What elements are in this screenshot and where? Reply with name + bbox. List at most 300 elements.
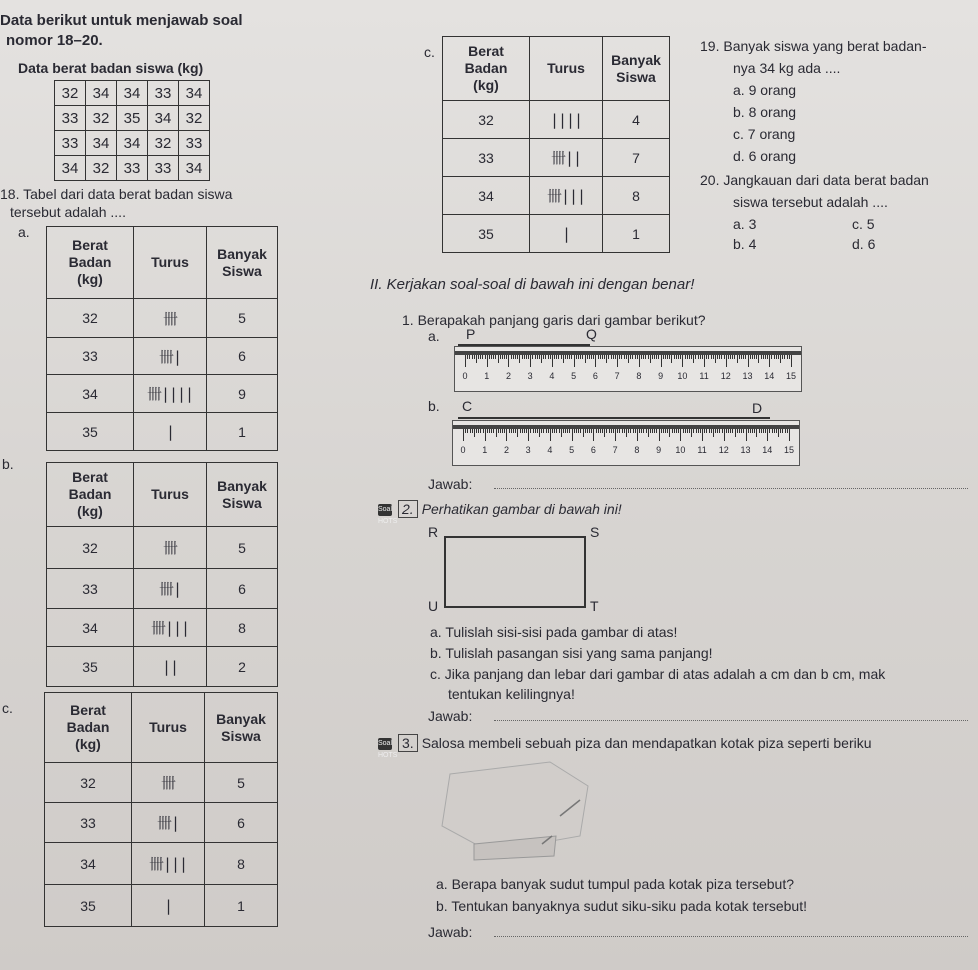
- ruler-tick: [639, 355, 640, 367]
- ruler-tick: [580, 355, 581, 359]
- grid-cell: 33: [55, 106, 86, 131]
- ruler-tick: [713, 355, 714, 359]
- ruler-tick: [706, 355, 707, 359]
- ruler-tick: [495, 355, 496, 359]
- ruler-tick: [784, 355, 785, 359]
- pizza-box-top: [442, 762, 588, 852]
- ruler-number: 11: [699, 371, 709, 381]
- ruler-tick: [563, 355, 564, 363]
- hots-badge-icon: Soal HOTS: [378, 740, 398, 759]
- ruler-tick: [615, 355, 616, 359]
- tally-mark: 卌|||: [148, 855, 188, 873]
- count-cell: 1: [207, 413, 278, 451]
- ruler-tick: [685, 355, 686, 359]
- ruler-tick: [520, 429, 521, 433]
- ruler-tick: [624, 355, 625, 359]
- ruler-tick: [771, 355, 772, 359]
- ruler-number: 6: [590, 445, 596, 455]
- ruler-tick: [778, 355, 779, 359]
- ruler-tick: [608, 355, 609, 359]
- ruler-tick: [782, 355, 783, 359]
- ruler-tick: [748, 355, 749, 367]
- ruler-tick: [654, 429, 655, 433]
- ruler-number: 15: [783, 445, 795, 455]
- header-tally: Turus: [132, 693, 205, 763]
- ruler-tick: [709, 429, 710, 433]
- essay-1-part-b: b.: [428, 398, 440, 414]
- ruler-tick: [556, 355, 557, 359]
- ruler-tick: [561, 429, 562, 437]
- essay-2-text: [398, 500, 622, 518]
- ruler-tick: [654, 355, 655, 359]
- ruler-tick: [656, 355, 657, 359]
- ruler-tick: [559, 429, 560, 433]
- ruler-tick: [583, 429, 584, 437]
- data-grid: [54, 80, 210, 181]
- header-count: Banyak Siswa: [207, 463, 278, 527]
- ruler-tick: [774, 355, 775, 359]
- ruler-tick: [528, 355, 529, 359]
- ruler-tick: [669, 429, 670, 437]
- essay-2-part-a: a. Tulislah sisi-sisi pada gambar di atas!: [430, 624, 678, 640]
- grid-cell: 32: [86, 106, 117, 131]
- ruler-tick: [519, 355, 520, 363]
- answer-line-3[interactable]: [494, 936, 968, 937]
- ruler-number: 4: [549, 371, 555, 381]
- ruler-tick: [717, 429, 718, 433]
- ruler-tick: [506, 355, 507, 359]
- ruler-tick: [672, 429, 673, 433]
- ruler-tick: [767, 355, 768, 359]
- ruler-tick: [756, 355, 757, 359]
- ruler-tick: [732, 355, 733, 359]
- ruler-tick: [611, 355, 612, 359]
- ruler-tick: [478, 355, 479, 359]
- tally-mark: |: [561, 224, 571, 243]
- ruler-tick: [693, 355, 694, 363]
- ruler-tick: [580, 429, 581, 433]
- weight-cell: 33: [443, 139, 530, 177]
- ruler-tick: [558, 355, 559, 359]
- ruler-tick: [732, 429, 733, 433]
- ruler-number: 6: [592, 371, 598, 381]
- ruler-tick: [554, 429, 555, 433]
- ruler-tick: [515, 429, 516, 433]
- ruler-tick: [752, 355, 753, 359]
- ruler-tick: [693, 429, 694, 433]
- ruler-tick: [667, 429, 668, 433]
- ruler-tick: [687, 355, 688, 359]
- ruler-tick: [504, 355, 505, 359]
- ruler-tick: [595, 355, 596, 367]
- ruler-tick: [630, 355, 631, 359]
- ruler-number: 12: [720, 371, 731, 381]
- ruler-tick: [722, 429, 723, 433]
- weight-cell: 34: [443, 177, 530, 215]
- ruler-tick: [652, 355, 653, 359]
- ruler-tick: [780, 429, 781, 433]
- ruler-tick: [683, 429, 684, 433]
- ruler-tick: [589, 355, 590, 359]
- weight-cell: 32: [443, 101, 530, 139]
- ruler-tick: [676, 429, 677, 433]
- tally-mark: 卌|: [158, 580, 182, 598]
- ruler-tick: [650, 429, 651, 433]
- header-count: Banyak Siswa: [205, 693, 278, 763]
- ruler-tick: [571, 355, 572, 359]
- ruler-tick: [652, 429, 653, 433]
- ruler-tick: [602, 429, 603, 433]
- ruler-tick: [535, 355, 536, 359]
- tally-mark: 卌|||: [150, 619, 190, 637]
- ruler-a: [454, 346, 802, 392]
- ruler-tick: [689, 429, 690, 433]
- essay-2-prompt: Perhatikan gambar di bawah ini!: [421, 501, 622, 517]
- ruler-tick: [554, 355, 555, 359]
- ruler-tick: [480, 429, 481, 433]
- option-letter-b: b.: [2, 456, 14, 472]
- ruler-tick: [526, 429, 527, 433]
- ruler-tick: [765, 429, 766, 433]
- ruler-tick: [778, 429, 779, 437]
- ruler-tick: [496, 429, 497, 437]
- ruler-tick: [593, 429, 594, 441]
- ruler-tick: [737, 355, 738, 363]
- weight-cell: 34: [45, 843, 132, 885]
- pizza-box-image: [430, 756, 600, 866]
- ruler-number: 8: [634, 445, 640, 455]
- ruler-tick: [574, 355, 575, 367]
- ruler-tick: [674, 429, 675, 433]
- q18-text: 18. Tabel dari data berat badan siswa: [0, 186, 233, 202]
- ruler-tick: [463, 429, 464, 441]
- answer-line-2[interactable]: [494, 720, 968, 721]
- grid-cell: 34: [179, 156, 210, 181]
- ruler-tick: [713, 429, 714, 437]
- tally-table-b: [46, 462, 278, 687]
- header-count: Banyak Siswa: [207, 227, 278, 299]
- grid-cell: 34: [55, 156, 86, 181]
- ruler-tick: [472, 429, 473, 433]
- q19-option-a: a. 9 orang: [733, 82, 797, 98]
- ruler-tick: [530, 355, 531, 367]
- count-cell: 9: [207, 375, 278, 413]
- count-cell: 6: [205, 803, 278, 843]
- ruler-tick: [743, 355, 744, 359]
- ruler-tick: [552, 355, 553, 367]
- ruler-tick: [541, 355, 542, 363]
- ruler-tick: [754, 429, 755, 433]
- ruler-number: 4: [547, 445, 553, 455]
- essay-3-number: 3.: [398, 734, 418, 752]
- ruler-tick: [663, 355, 664, 359]
- ruler-tick: [787, 355, 788, 359]
- ruler-tick: [589, 429, 590, 433]
- grid-cell: 34: [117, 131, 148, 156]
- count-cell: 8: [205, 843, 278, 885]
- ruler-tick: [643, 429, 644, 433]
- ruler-tick: [696, 429, 697, 433]
- q20-option-d: d. 6: [852, 236, 876, 252]
- ruler-tick: [572, 429, 573, 441]
- vertex-t: T: [590, 598, 599, 614]
- ruler-tick: [578, 355, 579, 359]
- vertex-s: S: [590, 524, 600, 540]
- ruler-tick: [502, 429, 503, 433]
- ruler-tick: [737, 429, 738, 433]
- ruler-tick: [563, 429, 564, 433]
- ruler-tick: [504, 429, 505, 433]
- ruler-tick: [480, 355, 481, 359]
- ruler-tick: [730, 355, 731, 359]
- ruler-tick: [759, 429, 760, 433]
- ruler-tick: [493, 355, 494, 359]
- ruler-tick: [715, 355, 716, 363]
- essay-2-part-c: c. Jika panjang dan lebar dari gambar di atas adalah a cm dan b cm, mak: [430, 666, 886, 682]
- ruler-tick: [622, 429, 623, 433]
- weight-cell: 35: [443, 215, 530, 253]
- ruler-tick: [489, 429, 490, 433]
- ruler-tick: [545, 355, 546, 359]
- weight-cell: 33: [47, 569, 134, 609]
- ruler-tick: [774, 429, 775, 433]
- ruler-tick: [785, 429, 786, 433]
- ruler-tick: [758, 355, 759, 363]
- ruler-tick: [741, 429, 742, 433]
- ruler-tick: [591, 429, 592, 433]
- ruler-tick: [711, 355, 712, 359]
- ruler-tick: [630, 429, 631, 433]
- ruler-tick: [500, 429, 501, 433]
- weight-cell: 32: [47, 527, 134, 569]
- vertex-u: U: [428, 598, 439, 614]
- ruler-tick: [567, 429, 568, 433]
- ruler-tick: [746, 429, 747, 441]
- ruler-tick: [669, 355, 670, 359]
- essay-3-text: [398, 734, 978, 752]
- answer-line-1[interactable]: [494, 488, 968, 489]
- tally-table-a: [46, 226, 278, 451]
- ruler-tick: [509, 429, 510, 433]
- section-2-heading: II. Kerjakan soal-soal di bawah ini dengan benar!: [370, 276, 695, 293]
- ruler-tick: [465, 355, 466, 367]
- ruler-number: 9: [656, 445, 662, 455]
- ruler-tick: [633, 429, 634, 433]
- ruler-tick: [648, 429, 649, 437]
- ruler-tick: [695, 355, 696, 359]
- ruler-tick: [600, 429, 601, 433]
- header-weight: Berat Badan (kg): [47, 463, 134, 527]
- ruler-tick: [730, 429, 731, 433]
- ruler-number: 2: [503, 445, 509, 455]
- ruler-tick: [776, 355, 777, 359]
- ruler-tick: [676, 355, 677, 359]
- ruler-tick: [493, 429, 494, 433]
- ruler-tick: [591, 355, 592, 359]
- tally-table-c: [44, 692, 278, 927]
- essay-1-part-a: a.: [428, 328, 440, 344]
- jawab-label-2: Jawab:: [428, 708, 473, 724]
- ruler-tick: [678, 355, 679, 359]
- ruler-tick: [639, 429, 640, 433]
- weight-cell: 32: [45, 763, 132, 803]
- grid-cell: 32: [179, 106, 210, 131]
- ruler-number: 0: [460, 445, 466, 455]
- ruler-tick: [615, 429, 616, 441]
- ruler-tick: [719, 355, 720, 359]
- ruler-tick: [498, 355, 499, 363]
- ruler-tick: [643, 355, 644, 359]
- essay-3-part-b: b. Tentukan banyaknya sudut siku-siku pada kotak tersebut!: [436, 898, 807, 914]
- ruler-tick: [780, 355, 781, 363]
- ruler-tick: [526, 355, 527, 359]
- ruler-tick: [680, 355, 681, 359]
- ruler-tick: [541, 429, 542, 433]
- ruler-tick: [791, 355, 792, 367]
- grid-cell: 35: [117, 106, 148, 131]
- ruler-tick: [698, 355, 699, 359]
- ruler-tick: [650, 355, 651, 363]
- ruler-tick: [530, 429, 531, 433]
- ruler-tick: [735, 429, 736, 437]
- grid-cell: 34: [148, 106, 179, 131]
- grid-cell: 33: [55, 131, 86, 156]
- ruler-tick: [724, 429, 725, 441]
- grid-cell: 33: [148, 156, 179, 181]
- ruler-tick: [537, 355, 538, 359]
- ruler-tick: [474, 429, 475, 437]
- ruler-tick: [691, 355, 692, 359]
- ruler-tick: [600, 355, 601, 359]
- ruler-tick: [606, 355, 607, 363]
- tally-mark: 卌: [162, 539, 177, 557]
- ruler-tick: [700, 355, 701, 359]
- weight-cell: 35: [47, 413, 134, 451]
- ruler-tick: [765, 355, 766, 359]
- ruler-tick: [533, 429, 534, 433]
- weight-cell: 34: [47, 375, 134, 413]
- header-tally: Turus: [530, 37, 603, 101]
- ruler-tick: [661, 355, 662, 367]
- ruler-tick: [561, 355, 562, 359]
- ruler-tick: [619, 355, 620, 359]
- ruler-tick: [469, 355, 470, 359]
- ruler-tick: [726, 429, 727, 433]
- ruler-tick: [491, 429, 492, 433]
- ruler-tick: [787, 429, 788, 433]
- ruler-tick: [715, 429, 716, 433]
- ruler-tick: [628, 355, 629, 363]
- essay-2-part-b: b. Tulislah pasangan sisi yang sama panjang!: [430, 645, 713, 661]
- ruler-tick: [556, 429, 557, 433]
- ruler-tick: [680, 429, 681, 441]
- ruler-tick: [667, 355, 668, 359]
- ruler-tick: [587, 355, 588, 359]
- ruler-tick: [658, 355, 659, 359]
- ruler-tick: [604, 355, 605, 359]
- ruler-tick: [717, 355, 718, 359]
- ruler-tick: [609, 429, 610, 433]
- ruler-tick: [641, 429, 642, 433]
- ruler-tick: [467, 429, 468, 433]
- ruler-tick: [582, 355, 583, 359]
- ruler-number: 5: [569, 445, 575, 455]
- ruler-tick: [476, 429, 477, 433]
- ruler-tick: [702, 429, 703, 441]
- ruler-tick: [491, 355, 492, 359]
- ruler-tick: [635, 429, 636, 433]
- rectangle-rstu: [444, 536, 586, 608]
- ruler-tick: [617, 355, 618, 367]
- ruler-tick: [665, 429, 666, 433]
- data-title: Data berat badan siswa (kg): [18, 60, 204, 76]
- ruler-tick: [761, 429, 762, 433]
- vertex-r: R: [428, 524, 439, 540]
- intro-subtext: nomor 18–20.: [6, 32, 103, 49]
- ruler-tick: [517, 429, 518, 437]
- count-cell: 8: [207, 609, 278, 647]
- ruler-tick: [506, 429, 507, 441]
- ruler-tick: [728, 355, 729, 359]
- tally-mark: |: [165, 422, 175, 441]
- ruler-number: 1: [484, 371, 490, 381]
- ruler-tick: [500, 355, 501, 359]
- tally-mark: ||||: [549, 110, 583, 129]
- ruler-tick: [539, 355, 540, 359]
- ruler-tick: [659, 429, 660, 441]
- essay-3-part-a: a. Berapa banyak sudut tumpul pada kotak piza tersebut?: [436, 876, 795, 892]
- ruler-tick: [772, 429, 773, 433]
- ruler-tick: [489, 355, 490, 359]
- ruler-tick: [565, 355, 566, 359]
- option-letter-d: c.: [424, 44, 435, 60]
- grid-cell: 32: [55, 81, 86, 106]
- ruler-tick: [756, 429, 757, 437]
- header-weight: Berat Badan (kg): [45, 693, 132, 763]
- point-q: Q: [586, 326, 597, 342]
- count-cell: 8: [603, 177, 670, 215]
- count-cell: 7: [603, 139, 670, 177]
- jawab-label-3: Jawab:: [428, 924, 473, 940]
- count-cell: 6: [207, 569, 278, 609]
- ruler-tick: [524, 429, 525, 433]
- ruler-tick: [789, 355, 790, 359]
- ruler-tick: [524, 355, 525, 359]
- ruler-tick: [628, 429, 629, 433]
- ruler-number: 7: [612, 445, 618, 455]
- grid-cell: 34: [86, 131, 117, 156]
- ruler-tick: [593, 355, 594, 359]
- weight-cell: 33: [45, 803, 132, 843]
- ruler-tick: [763, 429, 764, 433]
- ruler-tick: [641, 355, 642, 359]
- ruler-tick: [578, 429, 579, 433]
- ruler-tick: [635, 355, 636, 359]
- ruler-tick: [743, 429, 744, 433]
- ruler-tick: [708, 355, 709, 359]
- ruler-tick: [513, 429, 514, 433]
- count-cell: 6: [207, 338, 278, 375]
- ruler-tick: [517, 355, 518, 359]
- ruler-tick: [698, 429, 699, 433]
- ruler-tick: [739, 355, 740, 359]
- ruler-tick: [498, 429, 499, 433]
- ruler-tick: [513, 355, 514, 359]
- ruler-tick: [535, 429, 536, 433]
- intro-text: Data berikut untuk menjawab soal: [0, 12, 243, 29]
- grid-cell: 33: [179, 131, 210, 156]
- tally-mark: 卌||: [550, 149, 582, 167]
